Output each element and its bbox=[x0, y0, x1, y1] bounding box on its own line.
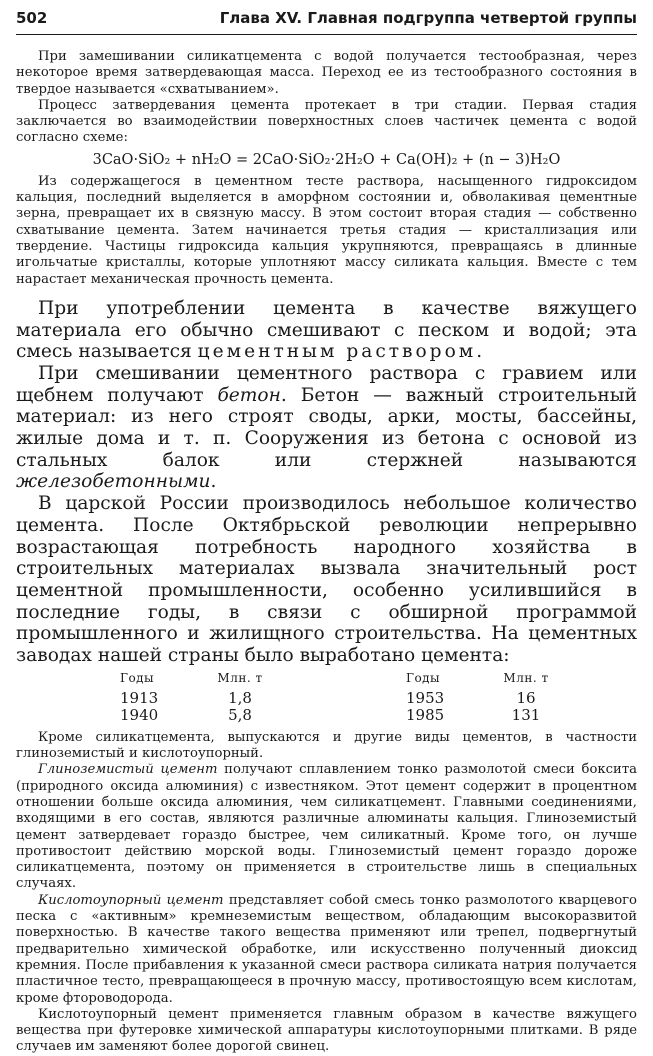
year-cell: 1913 bbox=[120, 688, 159, 707]
table-row bbox=[120, 707, 264, 724]
page bbox=[16, 8, 637, 1056]
term-concrete: бетон bbox=[217, 384, 281, 406]
value-cell: 5,8 bbox=[228, 705, 252, 724]
term-acid-resistant-cement: Кислотоупорный цемент bbox=[38, 892, 224, 908]
value-cell: 16 bbox=[516, 688, 536, 707]
text-run: . bbox=[476, 341, 483, 363]
paragraph-setting: При замешивании силикатцемента с водой получается тестообразная, через некоторое время затвердевающая масса. Переход ее из тестообразного состояния в твердое называется «схватыванием». bbox=[16, 49, 637, 97]
text-run: представляет собой смесь тонко размолотого кварцевого песка с «активным» кремнеземистым веществом, обладающим высокоразвитой поверхностью. В качестве такого вещества применяют или трепел, подвергнутый предварительно химической обработке, или искусственно полученный диоксид кремния. После прибавления к указанной смеси раствора силиката натрия получается пластичное тесто, превращающееся в прочную массу, противостоящую всем кислотам, кроме фтороводорода. bbox=[16, 892, 637, 1006]
value-cell: 131 bbox=[511, 705, 541, 724]
term-alumina-cement: Глиноземистый цемент bbox=[38, 762, 218, 778]
table-row bbox=[406, 707, 550, 724]
paragraph-stages: Процесс затвердевания цемента протекает в три стадии. Первая стадия заключается во взаимодействии поверхностных слоев частичек цемента с водой согласно схеме: bbox=[16, 97, 637, 146]
column-header-years: Годы bbox=[406, 670, 441, 685]
value-cell: 1,8 bbox=[228, 688, 252, 707]
term-reinforced-concrete: железобетонными bbox=[16, 471, 211, 493]
text-run: При смешивании цементного раствора с гравием или щебнем получают bbox=[16, 362, 637, 406]
text-run: . Бетон — важный строительный материал: из него строят своды, арки, мосты, бассейны, жилые дома и т. п. Сооружения из бетона с основой из стальных балок или стержней называются bbox=[16, 384, 637, 471]
text-run: При употреблении цемента в качестве вяжущего материала его обычно смешивают с песком и водой; эта смесь называется bbox=[16, 297, 637, 363]
paragraph-production-history: В царской России производилось небольшое количество цемента. После Октябрьской революции непрерывно возрастающая потребность народного хозяйства в строительных материалах вызвала значительный рост цементной промышленности, особенно усилившийся в последние годы, в связи с обширной программой промышленного и жилищного строительства. На цементных заводах нашей страны было выработано цемента: bbox=[16, 493, 637, 667]
chapter-title: Глава XV. Главная подгруппа четвертой группы bbox=[219, 9, 637, 27]
year-cell: 1985 bbox=[406, 705, 445, 724]
column-header-mt: Млн. т bbox=[503, 670, 549, 685]
paragraph-alumina-cement bbox=[16, 762, 637, 892]
column-header-mt: Млн. т bbox=[217, 670, 263, 685]
running-head bbox=[16, 8, 637, 35]
year-cell: 1940 bbox=[120, 705, 159, 724]
paragraph-concrete bbox=[16, 363, 637, 493]
production-table-left bbox=[120, 671, 264, 724]
column-header-years: Годы bbox=[120, 670, 155, 685]
production-table-right bbox=[406, 671, 550, 724]
production-table bbox=[120, 671, 550, 724]
paragraph-acid-resistant-cement bbox=[16, 893, 637, 1007]
paragraph-other-cements: Кроме силикатцемента, выпускаются и другие виды цементов, в частности глиноземистый и кислотоупорный. bbox=[16, 729, 637, 762]
text-run: . bbox=[210, 471, 217, 493]
term-cement-mortar: цементным раствором bbox=[197, 341, 477, 363]
page-number: 502 bbox=[16, 9, 48, 27]
paragraph-acid-resistant-use: Кислотоупорный цемент применяется главным образом в качестве вяжущего вещества при футеровке химической аппаратуры кислотоупорными плитками. В ряде случаев им заменяют более дорогой свинец. bbox=[16, 1006, 637, 1055]
paragraph-crystallization: Из содержащегося в цементном тесте раствора, насыщенного гидроксидом кальция, последний выделяется в аморфном состоянии и, обволакивая цементные зерна, превращает их в связную массу. В этом состоит вторая стадия — собственно схватывание цемента. Затем начинается третья стадия — кристаллизация или твердение. Частицы гидроксида кальция укрупняются, превращаясь в длинные игольчатые кристаллы, которые уплотняют массу силиката кальция. Вместе с тем нарастает механическая прочность цемента. bbox=[16, 173, 637, 287]
table-row bbox=[406, 690, 550, 707]
year-cell: 1953 bbox=[406, 688, 445, 707]
paragraph-cement-mortar bbox=[16, 298, 637, 363]
hydration-equation: 3CaO·SiO₂ + nH₂O = 2CaO·SiO₂·2H₂O + Ca(OH)₂ + (n − 3)H₂O bbox=[92, 151, 561, 168]
text-run: получают сплавлением тонко размолотой смеси боксита (природного оксида алюминия) с известняком. Этот цемент содержит в процентном отношении больше оксида алюминия, чем силикатцемент. Главными соединениями, входящими в его состав, являются различные алюминаты кальция. Глиноземистый цемент затвердевает гораздо быстрее, чем силикатный. Кроме того, он лучше противостоит действию морской воды. Глиноземистый цемент гораздо дороже силикатцемента, поэтому он применяется в строительстве лишь в специальных случаях. bbox=[16, 762, 637, 892]
table-row bbox=[120, 690, 264, 707]
